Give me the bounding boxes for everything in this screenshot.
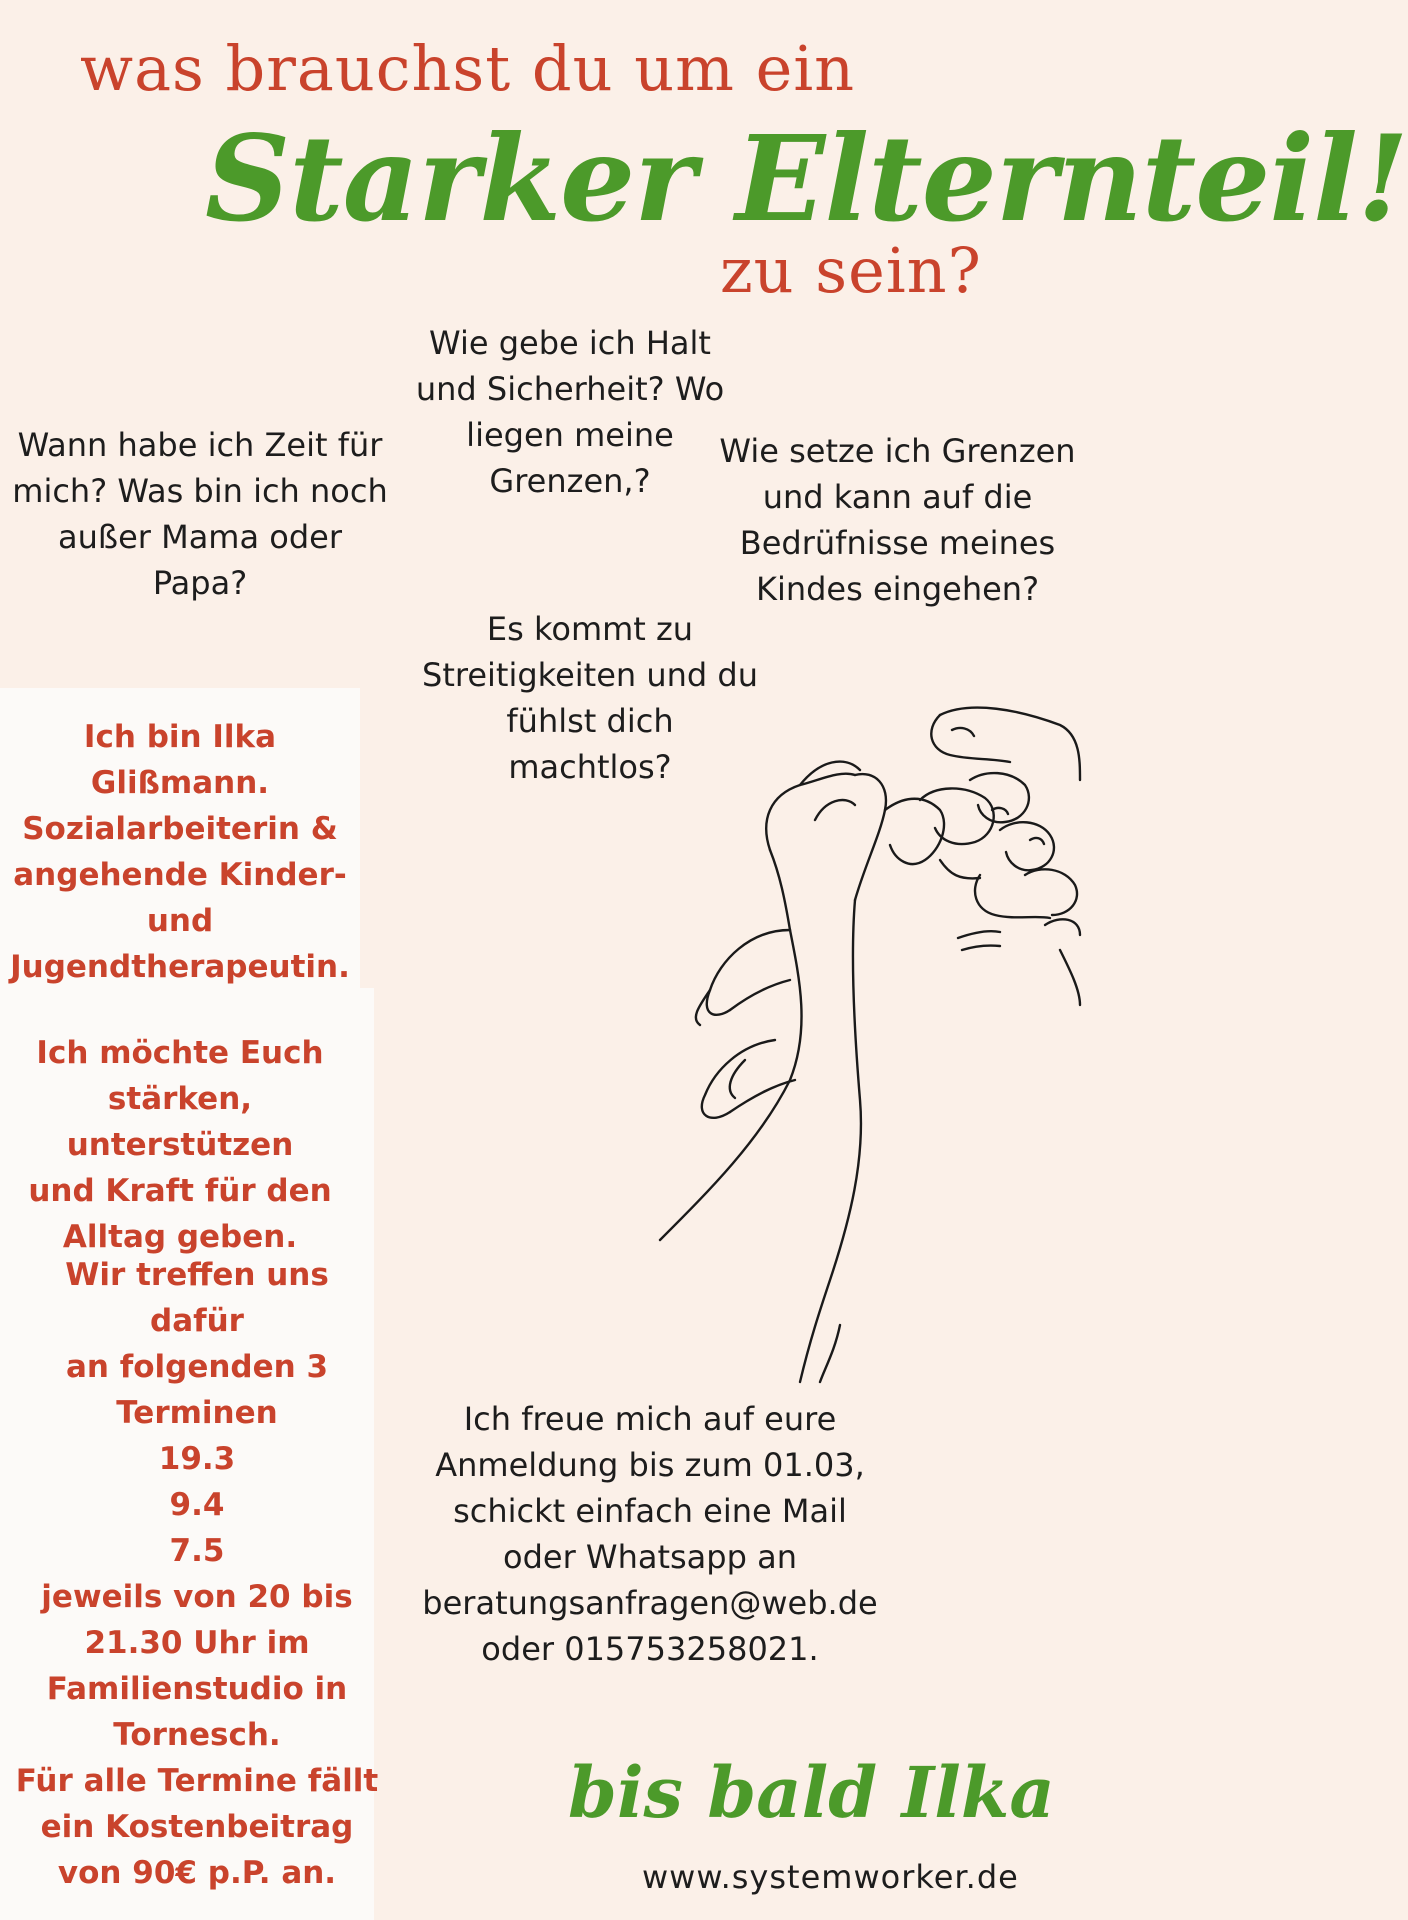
contact-phone[interactable]: oder 015753258021. (481, 1630, 819, 1668)
question-line: und Sicherheit? Wo (415, 370, 725, 408)
intro-line: Ich bin Ilka Glißmann. (83, 719, 277, 801)
headline-line-1: was brauchst du um ein (80, 32, 856, 105)
intro-panel (0, 688, 360, 988)
website-link[interactable]: www.systemworker.de (642, 1858, 1019, 1896)
question-line: mich? Was bin ich noch (12, 472, 388, 510)
schedule-date: 19.3 (158, 1441, 236, 1477)
signature: bis bald Ilka (568, 1751, 1055, 1834)
offer-text (0, 1030, 360, 1260)
schedule-line: an folgenden 3 (65, 1349, 329, 1385)
question-line: Kindes eingehen? (755, 570, 1040, 608)
intro-text (0, 688, 360, 990)
question-boundaries (715, 428, 1080, 612)
question-line: Papa? (152, 564, 248, 602)
schedule-text (14, 1252, 380, 1896)
question-time-for-me (0, 422, 400, 606)
schedule-line: Terminen (116, 1395, 278, 1431)
question-line: außer Mama oder (58, 518, 342, 556)
question-line: Grenzen,? (489, 462, 651, 500)
details-panel (0, 988, 379, 1920)
headline-line-2: Starker Elternteil! (205, 109, 1408, 248)
intro-line: angehende Kinder- (13, 857, 347, 893)
offer-line: Ich möchte Euch (36, 1035, 324, 1071)
intro-line: und (146, 903, 214, 939)
question-line: Streitigkeiten und du (422, 656, 758, 694)
question-line: Wann habe ich Zeit für (17, 426, 383, 464)
contact-line: oder Whatsapp an (503, 1538, 797, 1576)
schedule-line: Familienstudio in (46, 1671, 348, 1707)
schedule-date: 7.5 (169, 1533, 225, 1569)
headline-line-3: zu sein? (720, 234, 982, 307)
question-line: Wie gebe ich Halt (429, 324, 711, 362)
holding-hands-illustration (640, 700, 1080, 1390)
question-line: Bedrüfnisse meines (739, 524, 1056, 562)
offer-line: Alltag geben. (62, 1219, 298, 1255)
schedule-line: von 90€ p.P. an. (57, 1855, 337, 1891)
contact-line: schickt einfach eine Mail (453, 1492, 847, 1530)
contact-line: Anmeldung bis zum 01.03, (435, 1446, 865, 1484)
question-line: fühlst dich machtlos? (506, 702, 674, 786)
schedule-line: 21.30 Uhr im (84, 1625, 310, 1661)
schedule-line: Tornesch. (113, 1717, 281, 1753)
offer-line: und Kraft für den (28, 1173, 332, 1209)
question-security (400, 320, 740, 504)
contact-text (405, 1396, 895, 1672)
question-line: Es kommt zu (486, 610, 694, 648)
schedule-line: Für alle Termine fällt (15, 1763, 379, 1799)
schedule-date: 9.4 (169, 1487, 225, 1523)
question-line: Wie setze ich Grenzen (719, 432, 1076, 470)
intro-line: Sozialarbeiterin & (22, 811, 338, 847)
schedule-line: jeweils von 20 bis (41, 1579, 353, 1615)
schedule-line: ein Kostenbeitrag (40, 1809, 354, 1845)
question-line: und kann auf die (762, 478, 1033, 516)
schedule-line: Wir treffen uns dafür (65, 1257, 329, 1339)
question-line: liegen meine (466, 416, 674, 454)
contact-line: Ich freue mich auf eure (463, 1400, 837, 1438)
contact-email[interactable]: beratungsanfragen@web.de (422, 1584, 878, 1622)
intro-line: Jugendtherapeutin. (10, 949, 350, 985)
offer-line: stärken, unterstützen (66, 1081, 294, 1163)
